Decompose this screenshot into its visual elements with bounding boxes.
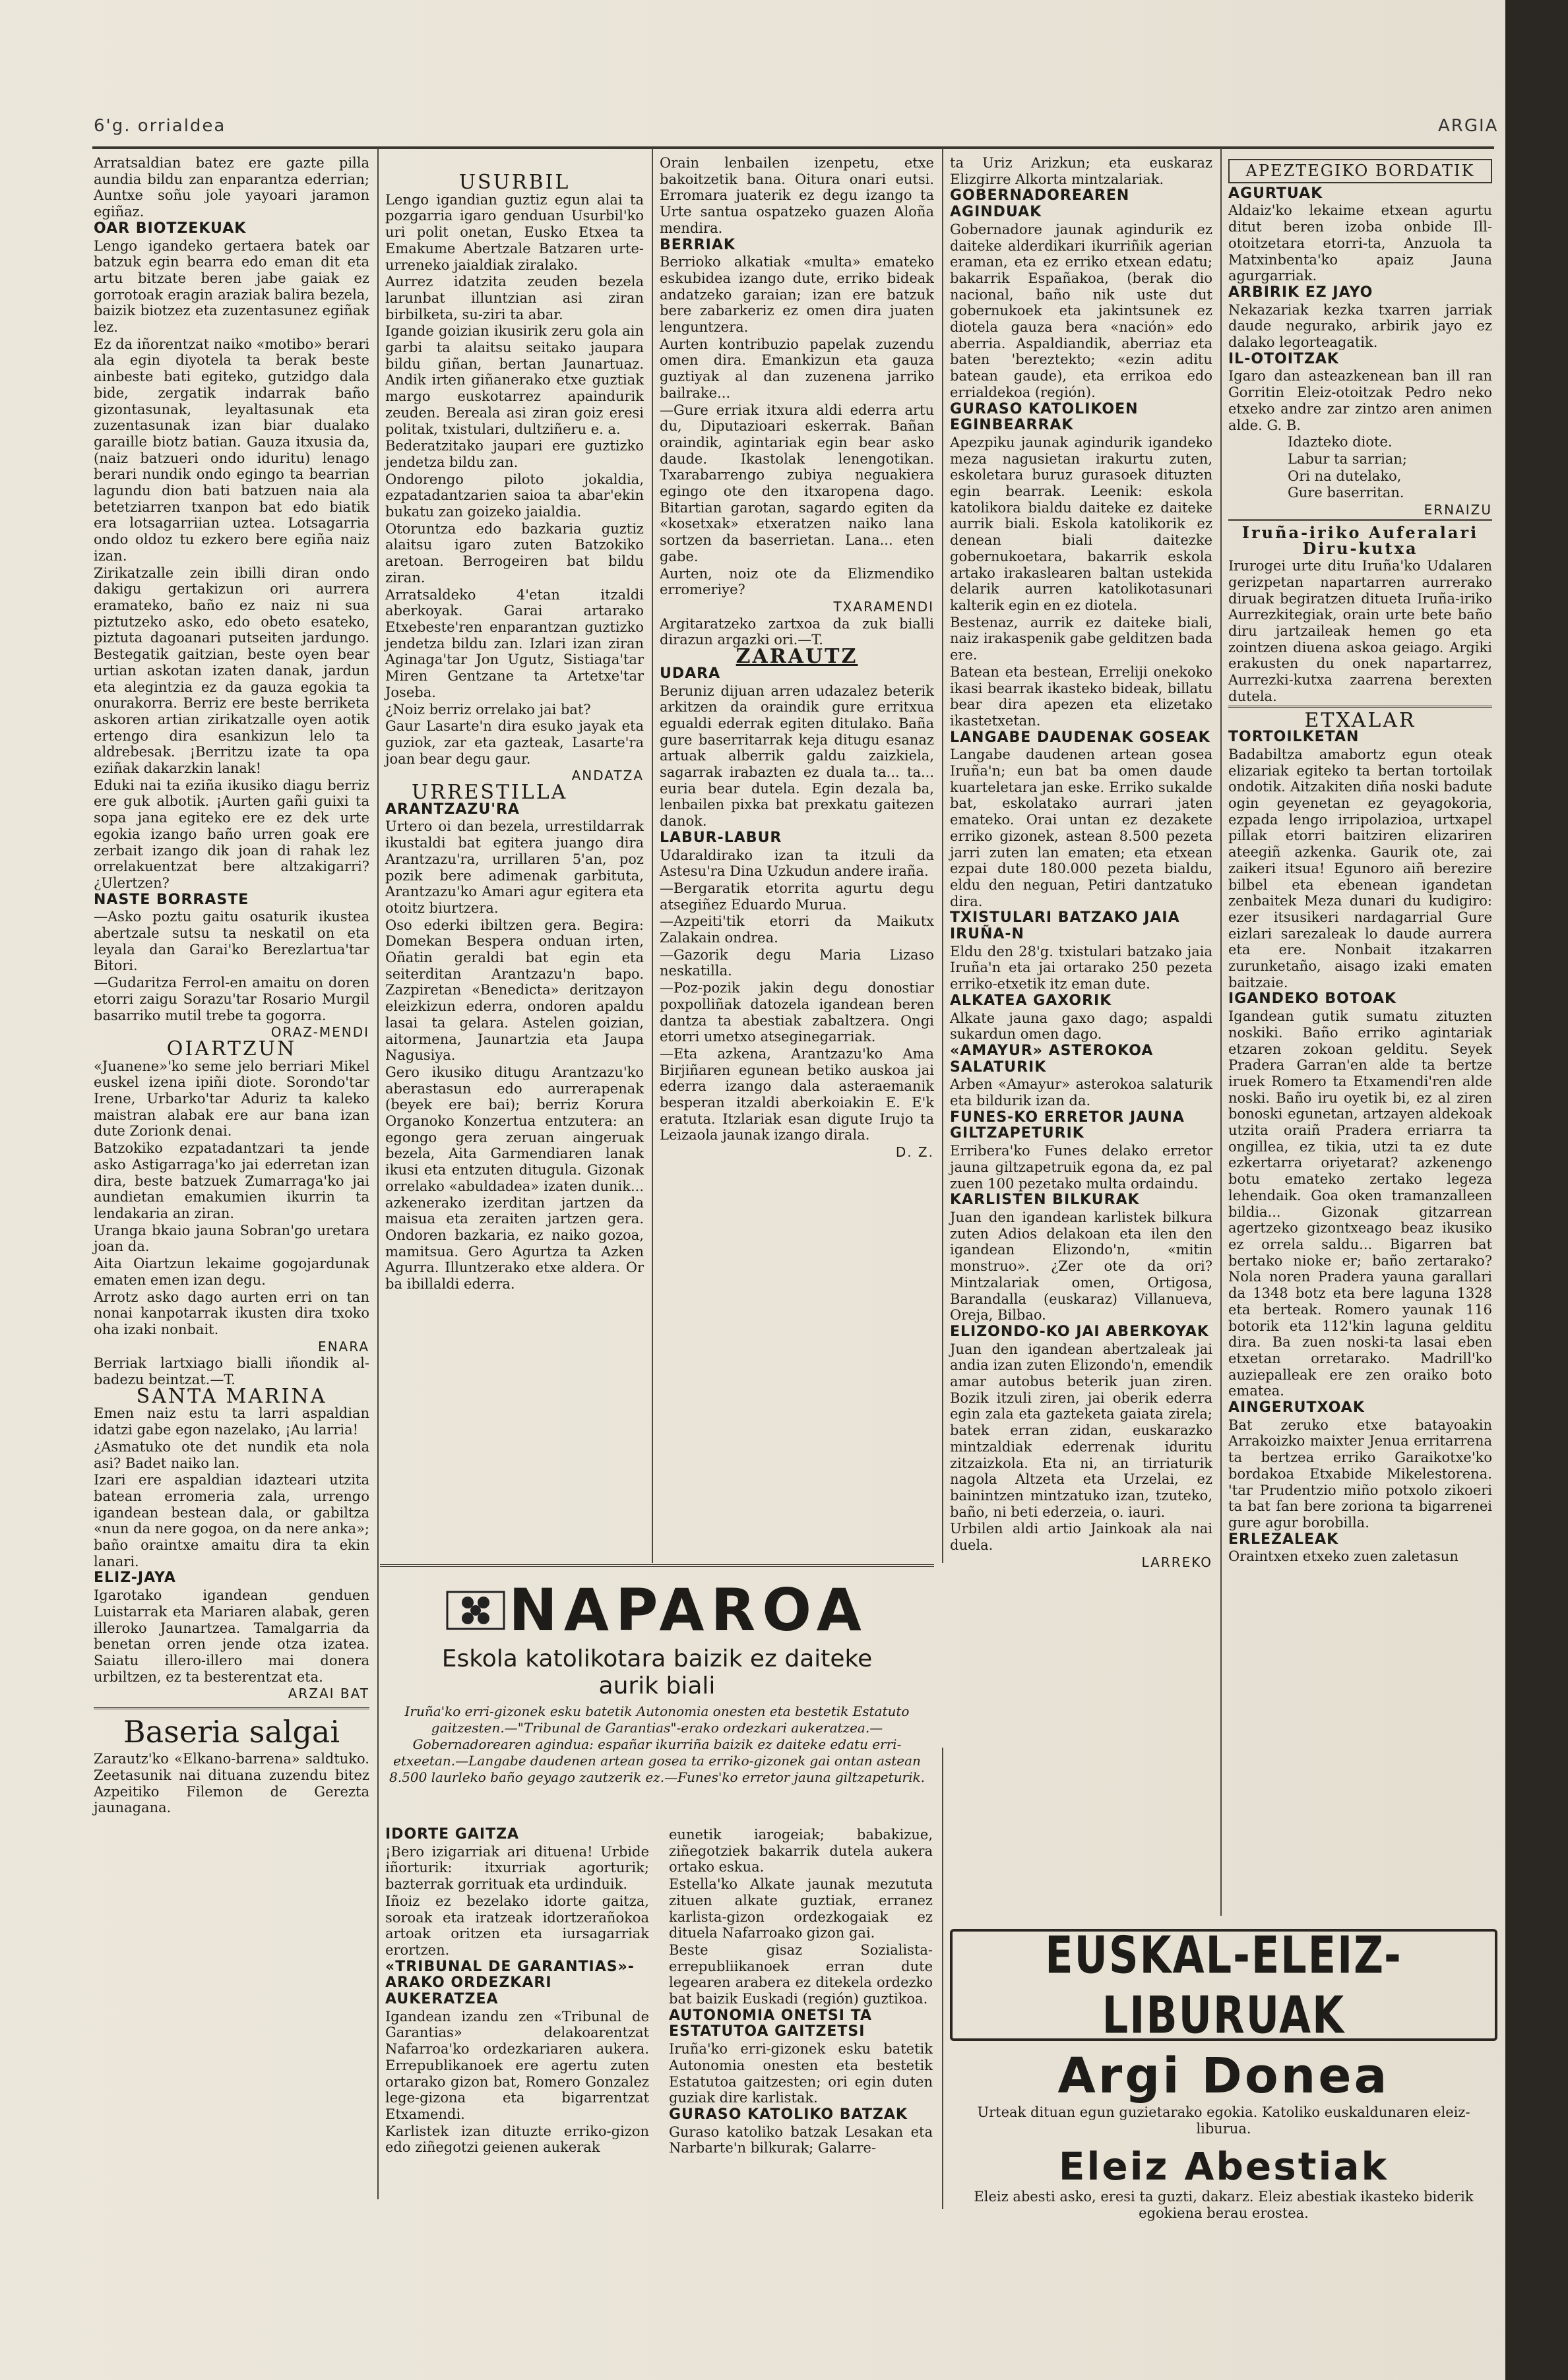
section-heading: ELIZONDO-KO JAI ABERKOYAK — [950, 1323, 1209, 1340]
section-heading: AGURTUAK — [1228, 185, 1323, 202]
paragraph: Juan den igandean abertzaleak jai andia izan zuten Elizondo'n, emendik amar autobus beterik juan ziren. Bozik itzuli ziren, jai oberik ederra egin zala eta gazteketa gaiata zirela; batek erran zidan, euskarazko mintzaldiak ederrenak iduritu zitzaizkola. Eta ni, an tirriaturik nagola Altzeta eta Urzelai, ez bainintzen mintzatuko izan, tzuteko, baño, ni beti ederzeia, o. iauri. — [950, 1341, 1212, 1520]
column-3 — [660, 155, 934, 1161]
paragraph: Berriak lartxiago bialli iñondik al-badezu beintzat.—T. — [94, 1355, 369, 1388]
paragraph: ¿Asmatuko ote det nundik eta nola asi? Badet naiko lan. — [94, 1438, 369, 1471]
paragraph: Aurten, noiz ote da Elizmendiko erromeriye? — [660, 565, 934, 598]
paragraph: Uranga bkaio jauna Sobran'go uretara joan da. — [94, 1222, 369, 1255]
paragraph: Batean eta bestean, Erreliji onekoko ikasi bearrak ikasteko bideak, billatu bear dira apezen eta elizetako ikastetxetan. — [950, 663, 1212, 729]
paragraph: Lengo igandian guztiz egun alai ta pozgarria igaro genduan Usurbil'ko uri polit onetan, Eusko Etxea ta Emakume Abertzale Batzaren urte-urreneko jaialdiak ziralako. — [385, 191, 644, 273]
paragraph: Urtero oi dan bezela, urrestildarrak ikustaldi bat egitera juango dira Arantzazu'ra, urrillaren 5'an, poz pozik bere adimenak garbituta, Arantzazu'ko Amari agur egitera eta otoitz biurtzera. — [385, 818, 644, 916]
section-heading: ELIZ-JAYA — [94, 1570, 176, 1587]
paragraph: —Gudaritza Ferrol-en amaitu on doren etorri zaigu Sorazu'tar Rosario Murgil basarriko mutil trebe ta gogorra. — [94, 975, 369, 1023]
section-heading: GURASO KATOLIKOEN EGINBEARRAK — [950, 400, 1139, 434]
paragraph: Irurogei urte ditu Iruña'ko Udalaren gerizpetan napartarren aurrerako diruak begiratzen ditueta Iruña-iriko Aurrezkitegiak, orain urte bete baño diru jartzaileak hemen go eta zointzen diuena askoa geiago. Argiki erakusten du onek napartarrez, Aurrezki-kutxa zaarrena berexten dutela. — [1228, 558, 1492, 704]
paragraph: Izari ere aspaldian idazteari utzita batean erromeria zala, urrengo igandean bestean dala, or gabiltza «nun da nere gogoa, on da nere anka»; baño oraintxe amaitu dira ta ekin lanari. — [94, 1472, 369, 1570]
paragraph: —Bergaratik etorrita agurtu degu atsegiñez Eduardo Murua. — [660, 880, 934, 913]
paragraph: Bederatzitako jaupari ere guztizko jendetza bildu zan. — [385, 438, 644, 470]
verse — [1228, 434, 1492, 501]
paragraph: Zirikatzalle zein ibilli diran ondo dakigu gertakizun ori aurrera eramateko, baño ez naiz ni sua piztutzeko asko, edo obeto esateko, piztuta dagoanari putseiten jardungo. Bestegatik gaitzian, beste oyen bear urtian askotan izaten danak, jardun eta alegintzia ez da gauza egokia ta onurakorra. Berriz ere beste berriketa askoren artian zirikatzalle oyen aotik ertengo dira esankizun lelo ta aldrebesak. ¡Berritzu izate ta opa eziñak dakarzkin lanak! — [94, 564, 369, 777]
book-description: Urteak dituan egun guzietarako egokia. Katoliko euskaldunaren eleiz-liburua. — [977, 2104, 1470, 2137]
signature: D. Z. — [895, 1144, 934, 1161]
paragraph: Igaro dan asteazkenean ban ill ran Gorritin Eleiz-otoitzak Pedro neko etxeko andre zar zintzo aren animen alde. G. B. — [1228, 368, 1492, 433]
town-heading: OIARTZUN — [166, 1037, 297, 1060]
section-heading: GOBERNADOREAREN AGINDUAK — [950, 187, 1130, 221]
section-heading: ALKATEA GAXORIK — [950, 992, 1112, 1009]
paragraph: Beruniz dijuan arren udazalez beterik arkitzen da oraindik gure erritxua egualdi ederrak egiten ditulako. Baña gure baserritarrak keja ditugu esanaz artuak alberrik galdu zaizkiela, sagarrak irabazten ez duala ta... ta... euria bear dutela. Egin dezala ba, lenbailen pixka bat prexkatu gaitezen danok. — [660, 683, 934, 830]
naparoa-banner — [380, 1564, 934, 1808]
paragraph: eunetik iarogeiak; babakizue, ziñegotziek bakarrik dutela aukera ortako eskua. — [669, 1827, 933, 1876]
advert-title: EUSKAL-ELEIZ-LIBURUAK — [1045, 1924, 1402, 2046]
paragraph: Erribera'ko Funes delako erretor jauna giltzapetruik egona da, ez pal zuen 100 pezetako multa ordaindu. — [950, 1143, 1212, 1192]
paragraph: Guraso katoliko batzak Lesakan eta Narbarte'n bilkurak; Galarre- — [669, 2123, 933, 2156]
paragraph: Alkate jauna gaxo dago; aspaldi sukardun omen dago. — [950, 1010, 1212, 1043]
paragraph: Aurten kontribuzio papelak zuzendu omen dira. Emankizun eta gauza guztiyak al dan zuzenena jarriko bailrake... — [660, 336, 934, 401]
section-heading: «TRIBUNAL DE GARANTIAS»-ARAKO ORDEZKARI AUKERATZEA — [385, 1958, 635, 2008]
signature: ENARA — [317, 1338, 369, 1355]
section-heading: IDORTE GAITZA — [385, 1826, 520, 1843]
paragraph: —Gure erriak itxura aldi ederra artu du, Diputazioari eskerrak. Bañan oraindik, agintariak egin bear asko daude. Ikastolak lenengotikan. Txarabarrengo zubiya neguakiera egingo ote den itxaropena dago. Bitartian garotan, sagardo egiten da «kosetxak» etxeratzen naiko lana sortzen da baserrietan. Lana... eten gabe. — [660, 402, 934, 564]
signature: ORAZ-MENDI — [270, 1024, 369, 1041]
paragraph: Eduki nai ta eziña ikusiko diagu berriz ere guk albotik. ¡Aurten gañi guixi ta sopa jana egiteko ere ez dek urte egokia izango baño urren goak ere zerbait izango dik joan di rahak lez orrelakuentzat bere altzakigarri? ¿Ulertzen? — [94, 777, 369, 891]
banner-summary: Iruña'ko erri-gizonek esku batetik Autonomia onesten eta bestetik Estatuto gaitzesten.—"Tribunal de Garantias"-erako ordezkari aukeratzea.—Gobernadorearen agindua: españar ikurriña baizik ez daiteke edatu erri-etxeetan.—Langabe daudenen artean gosea ta erriko-gizonek gai ontan astean 8.500 laurleko baño geyago zautzerik ez.—Funes'ko erretor jauna giltzapeturik. — [389, 1703, 925, 1785]
book-name: Eleiz Abestiak — [1058, 2144, 1389, 2189]
paragraph: Karlistek izan dituzte erriko-gizon edo ziñegotzi geienen aukerak — [385, 2123, 649, 2156]
paragraph: Igandean izandu zen «Tribunal de Garantias» delakoarentzat Nafarroa'ko ordezkariaren aukera. Errepublikanoek ere agertu zuten ortarako gizon bat, Romero Gonzalez lege-gizona eta bigarrentzat Etxamendi. — [385, 2008, 649, 2122]
section-heading: FUNES-KO ERRETOR JAUNA GILTZAPETURIK — [950, 1109, 1185, 1142]
section-heading: LANGABE DAUDENAK GOSEAK — [950, 729, 1210, 746]
classified-ad — [94, 1707, 369, 1816]
section-heading: IGANDEKO BOTOAK — [1228, 991, 1397, 1008]
paragraph: Bat zeruko etxe batayoakin Arrakoizko maixter Jenua erritarrena ta bertzea erriko Garaikotxe'ko bordakoa Etxabide Mikelestorena. 'tar Prudentzio miño potxolo zikoeri ta bat fan bere zoriona ta bigarrenei gure agur borobilla. — [1228, 1417, 1492, 1531]
ad-text: Zarautz'ko «Elkano-barrena» saldtuko. Zeetasunik nai dituana zuzendu bitez Azpeitiko Filemon de Gerezta jaunagana. — [94, 1751, 369, 1816]
column-rule — [1220, 148, 1222, 1916]
paragraph: Gaur Lasarte'n dira esuko jayak eta guziok, zar eta gazteak, Lasarte'ra joan bear degu gaur. — [385, 718, 644, 767]
paragraph: Otoruntza edo bazkaria guztiz alaitsu igaro zuten Batzokiko aretoan. Berrogeiren bat bildu ziran. — [385, 520, 644, 586]
paragraph: Orain lenbailen izenpetu, etxe bakoitzetik bana. Oitura onari eutsi. Erromara juaterik ez degu izango ta Urte santua ospatzeko guazen Aloña mendira. — [660, 155, 934, 236]
paragraph: ta Uriz Arizkun; eta euskaraz Elizgirre Alkorta mintzalariak. — [950, 155, 1212, 187]
section-heading: BERRIAK — [660, 236, 736, 253]
section-heading: KARLISTEN BILKURAK — [950, 1192, 1140, 1209]
paragraph: ¡Bero izigarriak ari dituena! Urbide iñorturik: itxurriak agorturik; bazterrak gorrituak eta urdinduik. — [385, 1843, 649, 1893]
paragraph: Juan den igandean karlistek bilkura zuten Adios delakoan eta ilen den igandean Elizondo'n, «mitin monstruo». ¿Zer ote da ori? Mintzalariak omen, Ortigosa, Barandalla (euskaraz) Villanueva, Oreja, Bilbao. — [950, 1209, 1212, 1324]
subcolumn — [385, 1827, 649, 2156]
paragraph: —Eta azkena, Arantzazu'ko Ama Birjiñaren egunean betiko auskoa jai ederra izango dala asteraemanik besperan itzaldi aberkoiakin E. E'k eratuta. Itzlariak esan digute Irujo ta Leizaola jaunak izango dirala. — [660, 1045, 934, 1144]
paragraph: —Poz-pozik jakin degu donostiar poxpolliñak datozela igandean beren dantza ta abestiak zabaltzera. Ongi etorri umetxo atseginegarriak. — [660, 980, 934, 1045]
paragraph: Arratsaldian batez ere gazte pilla aundia bildu zan enparantza ederrian; Auntxe soñu jole yayoari jaramon egiñaz. — [94, 155, 369, 220]
header-rule — [92, 146, 1494, 149]
lauburu-emblem-icon — [446, 1591, 505, 1630]
paragraph: Aurrez idatzita zeuden bezela larunbat illuntzian asi ziran birbilketa, su-ziri ta abar. — [385, 274, 644, 322]
paragraph: —Asko poztu gaitu osaturik ikustea abertzale sutsu ta neskatil on eta leyala dan Garai'ko Berezlartua'tar Bitori. — [94, 909, 369, 974]
paragraph: Igandean gutik sumatu zituzten noskiki. Baño erriko agintariak etzaren zokoan gelditu. Seyek Pradera Garran'en alde ta bertze iruek Romero ta Etxamendi'ren alde noski. Baño iru oyetik bi, ez al ziren bonoski egunetan, artzayen aldekoak utzita oraiñ Pradera erriarra ta ongillea, ez tikia, utzi ta ez dute ezkertarra oriyetarat? azkenengo botu emateko zertako legeza lehendaik. Goa oken tramanzalleen bildia... Gizonak gitzarrean agertzeko gizontxeago beaz ikusiko ez orrela saldu... Bigarren bat bertako nioke er; baño zertarako? Nola noren Pradera yauna garallari da 1348 botz eta bere laguna 1328 eta berteak. Romero yaunak 116 botorik eta 112'kin laguna gelditu dira. Ba zuen noski-ta lasai eben etxetan orretarako. Madrill'ko auziepalleak ere zen oraiko boto ematea. — [1228, 1008, 1492, 1399]
section-heading: OAR BIOTZEKUAK — [94, 220, 247, 237]
paragraph: Oso ederki ibiltzen gera. Begira: Domekan Bespera onduan irten, Oñatin geraldi bat egin eta seiterditan Arantzazu'n bapo. Zazpiretan «Benedicta» deritzayon eleizkizun ederra, ondoren apaldu lasai ta gelara. Astelen goizian, aitormena, Jaunartzia eta Jaupa Nagusiya. — [385, 917, 644, 1064]
paragraph: Ondorengo piloto jokaldia, ezpatadantzarien saioa ta abar'ekin bukatu zan goizeko jaialdia. — [385, 471, 644, 520]
town-heading: USURBIL — [458, 171, 571, 194]
paragraph: Ez da iñorentzat naiko «motibo» berari ala egin diyotela ta berak beste ainbeste bati egiteko, gutzidgo dala bide, zergatik indarrak baño gizontasunak, leyaltasunak eta zuzentasunak izan biar dualako garaille biotz batian. Gauza itxusia da, (naiz batzueri ondo iduritu) lenago berari nundik ondo egingo ta bearrian lagundu dion bati batzuen naia ala betetziarren txanpon bat edo biatik era lotsagarriian uztea. Lotsagarria ondo oldoz tu ezkero bere egiña naiz izan. — [94, 336, 369, 564]
paragraph: ¿Noiz berriz orrelako jai bat? — [385, 701, 591, 717]
verse-line: Idazteko diote. — [1288, 434, 1393, 450]
paragraph: Batzokiko ezpatadantzari ta jende asko Astigarraga'ko jai ederretan izan dira, beste batzuek Zumarraga'ko jai aundietan emakumien ikurrin ta lendakaria an ziran. — [94, 1140, 369, 1221]
section-heading: TORTOILKETAN — [1228, 729, 1360, 746]
paragraph: Lengo igandeko gertaera batek oar batzuk egin bearra edo eman dit eta artu bitzate beren jabe gaiak ez gorrotoak eragin araziak balira bezela, baizik biotzez eta zuzentasunez egiñak lez. — [94, 237, 369, 336]
section-heading: Iruña-iriko Auferalari Diru-kutxa — [1228, 519, 1492, 557]
paragraph: Badabiltza amabortz egun oteak elizariak egiteko ta bertan tortoilak ondotik. Aitzakiten diña noski badute ogin geyenetan ez geyagokoria, ezpada lengo irripolazioa, urtxapel pillak etorri baitziren elizariren ateegiñ azkenka. Gaurik ote, zai zaikeri itsua! Egunoro aiñ berezire bilbel eta ebenean igandetan zenbaitek Meza dunari du kudigiro: ezer itsusikeri nardagarrial Gure eizlari sarezaleak lo daude aurrera eta ere. Nonbait itzakarren zurunketaño, aisago izaki ematen baitzaie. — [1228, 746, 1492, 991]
paragraph: Eldu den 28'g. txistulari batzako jaia Iruña'n eta jai ortarako 250 pezeta erriko-etxetik itz eman dute. — [950, 943, 1212, 992]
town-heading: ETXALAR — [1228, 706, 1492, 729]
paragraph: —Azpeiti'tik etorri da Maikutx Zalakain ondrea. — [660, 913, 934, 946]
section-box-heading: APEZTEGIKO BORDATIK — [1228, 159, 1492, 183]
column-rule — [942, 1748, 943, 2209]
signature: ERNAIZU — [1424, 502, 1492, 518]
signature: ARZAI BAT — [288, 1686, 369, 1702]
paragraph: Aldaiz'ko lekaime etxean agurtu ditut beren izoba onbide Ill-otoitzetara etorri-ta, Anzuola ta Matxinbenta'ko apaiz Jauna agurgarriak. — [1228, 202, 1492, 284]
section-heading: ERLEZALEAK — [1228, 1531, 1339, 1548]
section-heading: AUTONOMIA ONETSI TA ESTATUTOA GAITZETSI — [669, 2007, 872, 2040]
town-heading: SANTA MARINA — [136, 1384, 327, 1408]
verse-line: Labur ta sarrian; — [1288, 450, 1407, 467]
paragraph: Nekazariak kezka txarren jarriak daude negurako, arbirik jayo ez dalako legorteagatik. — [1228, 301, 1492, 351]
paragraph: Estella'ko Alkate jaunak mezututa zituen alkate guztiak, erranez karlista-gizon ordezkogaiak ez dituela Nafarroako gizon gai. — [669, 1876, 933, 1941]
subcolumn — [669, 1827, 933, 2157]
paragraph: Langabe daudenen artean gosea Iruña'n; eun bat ba omen daude kuarteletara jan eske. Erriko sukalde bat, eskolatako aurrari jaten emateko. Orai untan ez dezakete erriko gizonek, astean 8.500 pezeta jarri zuten lan ematen; eta etxean ezpai dute 180.000 pezeta bialdu, eldu den neguan, Petiri dantzatuko dira. — [950, 747, 1212, 909]
town-heading: ZARAUTZ — [736, 645, 858, 669]
book-binding-edge — [1505, 0, 1568, 2380]
paragraph: Udaraldirako izan ta itzuli da Astesu'ra Dina Uzkudun andere iraña. — [660, 847, 934, 880]
paragraph: —Gazorik degu Maria Lizaso neskatilla. — [660, 946, 934, 979]
verse-line: Gure baserritan. — [1288, 485, 1404, 501]
book-name: Argi Donea — [1057, 2048, 1390, 2104]
section-heading: «AMAYUR» ASTEROKOA SALATURIK — [950, 1042, 1154, 1076]
paragraph: Apezpiku jaunak agindurik igandeko meza nagusietan irakurtu zuten, eskoletara buruz gurasoek dituzten egin bearrak. Leenik: eskola katolikora bialdu daiteke ez daiteke aurrik biali. Eskola katolikorik ez denean biali daitezke gobernukoetara, bakarrik eskola artako irakaslearen baltan ustekida delarik aurren katolikotasunari kalterik egin en ez diotela. — [950, 434, 1212, 613]
paragraph: Oraintxen etxeko zuen zaletasun — [1228, 1548, 1458, 1565]
page-number: 6'g. orrialdea — [94, 116, 226, 136]
section-heading: NASTE BORRASTE — [94, 891, 249, 908]
signature: ANDATZA — [571, 768, 644, 784]
banner-title-row — [380, 1576, 934, 1644]
section-heading: ARANTZAZU'RA — [385, 801, 520, 818]
book-description: Eleiz abesti asko, eresi ta guzti, dakarz. Eleiz abestiak ikasteko biderik egokiena berau erostea. — [974, 2189, 1474, 2221]
banner-title: NAPAROA — [509, 1576, 868, 1644]
column-5 — [1228, 155, 1492, 1566]
signature: LARREKO — [1141, 1554, 1212, 1570]
paragraph: Urbilen aldi artio Jainkoak ala nai duela. — [950, 1521, 1212, 1554]
books-advert — [950, 1924, 1497, 2226]
paragraph: Beste gisaz Sozialista-errepubliikanoek erran dute legearen arabera ez ditekela ordezko bat baizik Euskadi (región) guztikoa. — [669, 1941, 933, 2007]
column-rule — [652, 148, 653, 1563]
column-2 — [385, 155, 644, 1293]
column-rule — [377, 148, 379, 2199]
paragraph: Gero ikusiko ditugu Arantzazu'ko aberastasun edo aurrerapenak (beyek ere bai); berriz Korura Organoko Konzertua entzutera: an egongo gera zeruan aingeruak bezela, Aita Garmendiaren lanak ikusi eta entzuten ditugula. Gizonak orrelako «abuldadea» izaten dunik... azkenerako izerditan jartzen da maisua eta zeraiten jartzen gera. Ondoren bazkaria, ez naiko gozoa, mamitsua. Gero Agurtza ta Azken Agurra. Illuntzerako etxe aldera. Or ba ibillaldi ederra. — [385, 1064, 644, 1293]
section-heading: UDARA — [660, 665, 721, 682]
advert-title-frame — [950, 1924, 1497, 2046]
town-heading: URRESTILLA — [412, 781, 568, 805]
paragraph: Argitaratzeko zartxoa da zuk bialli dirazun argazki ori.—T. — [660, 615, 934, 648]
banner-subtitle: Eskola katolikotara baizik ez daiteke — [441, 1645, 873, 1672]
paragraph: Berrioko alkatiak «multa» emateko eskubidea izango dute, erriko bideak andatzeko garaian; izan ere batzuk bere zabarkeriz ez omen dira juaten lenguntzera. — [660, 254, 934, 336]
ad-title: Baseria salgai — [123, 1714, 340, 1750]
paragraph: Emen naiz estu ta larri aspaldian idatzi gabe egon nazelako, ¡Au larria! — [94, 1405, 369, 1438]
section-heading: AINGERUTXOAK — [1228, 1399, 1365, 1417]
paragraph: Arben «Amayur» asterokoa salaturik eta bildurik izan da. — [950, 1076, 1212, 1109]
paragraph: Iñoiz ez bezelako idorte gaitza, soroak eta iratzeak idortzerañokoa artoak oritzen eta iursagarriak erortzen. — [385, 1893, 649, 1958]
column-4 — [950, 155, 1212, 1571]
banner-subtitle: aurik biali — [598, 1672, 716, 1699]
paragraph: Gobernadore jaunak agindurik ez daiteke alderdikari ikurriñik agerian eraman, eta ez erriko etxean edatu; bakarrik Españakoa, (berak dio nacional, baño nik uste dut gobernukoek eta jakintsunek ez diotela gauza bera «nación» edo aberria. Aspaldiandik, aberriaz eta baten 'bereztekto; «ezin aditu batean gaude), eta errikoa edo errialdekoa (región). — [950, 221, 1212, 400]
section-heading: TXISTULARI BATZAKO JAIA IRUÑA-N — [950, 909, 1180, 943]
paragraph: Aita Oiartzun lekaime gogojardunak ematen emen izan degu. — [94, 1256, 369, 1288]
paragraph: Bestenaz, aurrik ez daiteke biali, naiz irakaspenik gabe gelditzen bada ere. — [950, 614, 1212, 663]
column-1 — [94, 155, 369, 1817]
paragraph: Arratsaldeko 4'etan itzaldi aberkoyak. Garai artarako Etxebeste'ren enparantzan guztizko jendetza bildu zan. Izlari izan ziran Aginaga'tar Jon Ugutz, Sistiaga'tar Miren Gentzane ta Artetxe'tar Joseba. — [385, 586, 644, 700]
section-heading: ARBIRIK EZ JAYO — [1228, 284, 1373, 301]
paragraph: Igarotako igandean genduen Luistarrak eta Mariaren alabak, geren illeroko Jaunartzea. Tamalgarria da benetan orren jende otza izatea. Saiatu illero-illero mai donera urbiltzen, ez ta besterentzat eta. — [94, 1587, 369, 1685]
column-3-bottom — [385, 1827, 933, 2157]
paragraph: Arrotz asko dago aurten erri on tan nonai kanpotarrak ikusten dira txoko oha izaki nonbait. — [94, 1289, 369, 1337]
signature: TXARAMENDI — [833, 598, 934, 615]
paragraph: «Juanene»'ko seme jelo berriari Mikel euskel izena ipiñi diote. Sorondo'tar Irene, Urbarko'tar Aduriz ta kaleko maistran alabak ere aur bana izan dute Zorionk denai. — [94, 1058, 369, 1140]
paragraph: Iruña'ko erri-gizonek esku batetik Autonomia onesten eta bestetik Estatutoa gaitzesten; ori egin duten guziak dire karlistak. — [669, 2041, 933, 2106]
paragraph: Igande goizian ikusirik zeru gola ain garbi ta alaitsu seitako jaupara bildu giñan, bertan Jaunartuaz. Andik irten giñanerako etxe guztiak margo euskotarrez apaindurik zeuden. Bereala asi ziran goiz eresi politak, txistulari, dultziñeru e. a. — [385, 323, 644, 437]
column-rule — [942, 148, 943, 1563]
section-heading: IL-OTOITZAK — [1228, 350, 1339, 367]
section-heading: LABUR-LABUR — [660, 829, 782, 846]
section-heading: GURASO KATOLIKO BATZAK — [669, 2106, 908, 2123]
paper-name: ARGIA — [1438, 116, 1499, 136]
verse-line: Ori na dutelako, — [1288, 468, 1402, 484]
